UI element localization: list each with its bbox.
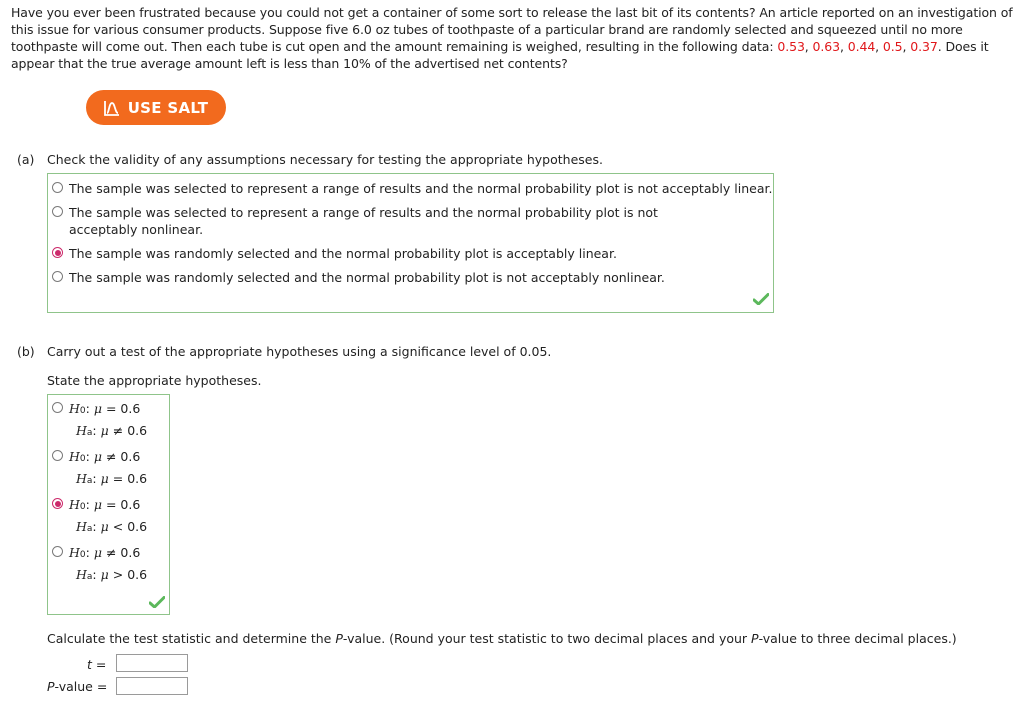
calc-prompt-p: P	[751, 631, 759, 646]
radio-button-selected[interactable]	[52, 498, 63, 509]
calc-prompt	[47, 631, 957, 646]
h0-value: 0.6	[120, 545, 141, 560]
h0-symbol: ≠	[105, 545, 117, 560]
data-value: 0.44	[847, 39, 876, 54]
ha-value: 0.6	[127, 567, 148, 582]
salt-chart-icon	[104, 100, 120, 116]
option-a-2[interactable]	[52, 204, 722, 238]
calc-prompt-text: -value to three decimal places.)	[758, 631, 957, 646]
p-value-input[interactable]	[116, 677, 188, 695]
h0-symbol: =	[105, 497, 117, 512]
hypotheses-box	[47, 394, 170, 615]
data-value: 0.5	[882, 39, 903, 54]
hypothesis-option-4[interactable]: H 0 : μ ≠ 0.6 H a : μ > 0.6	[52, 543, 147, 587]
t-statistic-input[interactable]	[116, 654, 188, 672]
ha-value: 0.6	[127, 519, 148, 534]
hypothesis-option-3[interactable]: H 0 : μ = 0.6 H a : μ < 0.6	[52, 495, 147, 539]
part-a-options-box	[47, 173, 774, 313]
option-a-1[interactable]	[52, 180, 772, 197]
ha-value: 0.6	[127, 471, 148, 486]
radio-button[interactable]	[52, 546, 63, 557]
calc-prompt-text: -value. (Round your test statistic to two decimal places and your	[342, 631, 752, 646]
ha-symbol: >	[112, 567, 124, 582]
p-symbol: P	[47, 679, 55, 694]
ha-value: 0.6	[127, 423, 148, 438]
data-value: 0.37	[910, 39, 938, 54]
part-a-question: Check the validity of any assumptions necessary for testing the appropriate hypotheses.	[47, 152, 603, 167]
p-value-label	[47, 679, 107, 694]
data-value: 0.53	[777, 39, 805, 54]
h0-value: 0.6	[120, 401, 141, 416]
radio-button[interactable]	[52, 402, 63, 413]
h0-value: 0.6	[120, 449, 141, 464]
option-label: The sample was randomly selected and the normal probability plot is not acceptably nonlinear.	[69, 270, 665, 285]
part-b-question: Carry out a test of the appropriate hypotheses using a significance level of 0.05.	[47, 344, 552, 359]
equals-sign: =	[95, 657, 107, 672]
p-label-rest: -value	[54, 679, 93, 694]
use-salt-button[interactable]	[86, 90, 226, 125]
ha-symbol: ≠	[112, 423, 124, 438]
radio-button[interactable]	[52, 182, 63, 193]
option-a-4[interactable]	[52, 269, 665, 286]
problem-text-before: Have you ever been frustrated because you could not get a container of some sort to release the last bit of its contents? An article reported on an investigation of this issue for various consumer products. Suppose five 6.0 oz tubes of toothpaste of a particular brand are randomly selected and squeezed until no more toothpaste will come out. Then each tube is cut open and the amount remaining is weighed, resulting in the following data:	[11, 5, 1013, 54]
use-salt-label: USE SALT	[127, 98, 209, 117]
data-value: 0.63	[812, 39, 840, 54]
problem-text-after: . Does it appear that the true average amount left is less than 10% of the advertised net contents?	[11, 39, 989, 71]
calc-prompt-text: Calculate the test statistic and determine the	[47, 631, 336, 646]
option-label: The sample was selected to represent a range of results and the normal probability plot is not acceptably nonlinear.	[69, 205, 658, 237]
t-symbol: t	[87, 657, 92, 672]
checkmark-icon	[149, 596, 165, 608]
part-a-label: (a)	[17, 152, 35, 167]
state-hypotheses-prompt: State the appropriate hypotheses.	[47, 373, 262, 388]
t-label	[87, 657, 106, 672]
radio-button[interactable]	[52, 206, 63, 217]
equals-sign: =	[96, 679, 108, 694]
hypothesis-option-1[interactable]: H 0 : μ = 0.6 H a : μ ≠ 0.6	[52, 399, 147, 443]
part-b-label: (b)	[17, 344, 35, 359]
h0-value: 0.6	[120, 497, 141, 512]
ha-symbol: <	[112, 519, 124, 534]
h0-symbol: ≠	[105, 449, 117, 464]
option-a-3[interactable]	[52, 245, 617, 262]
checkmark-icon	[753, 293, 769, 305]
option-label: The sample was selected to represent a range of results and the normal probability plot is not acceptably linear.	[69, 181, 773, 196]
ha-symbol: =	[112, 471, 124, 486]
hypothesis-option-2[interactable]: H 0 : μ ≠ 0.6 H a : μ = 0.6	[52, 447, 147, 491]
h0-symbol: =	[105, 401, 117, 416]
radio-button-selected[interactable]	[52, 247, 63, 258]
option-label: The sample was randomly selected and the normal probability plot is acceptably linear.	[69, 246, 617, 261]
problem-statement: Have you ever been frustrated because you could not get a container of some sort to release the last bit of its contents? An article reported on an investigation of this issue for various consumer products. Suppose five 6.0 oz tubes of toothpaste of a particular brand are randomly selected and squeezed until no more toothpaste will come out. Then each tube is cut open and the amount remaining is weighed, resulting in the following data: 0.53, 0.63, 0.44, 0.5, 0.37. Does it appear that the true average amount left is less than 10% of the advertised net contents?	[11, 5, 1013, 71]
radio-button[interactable]	[52, 271, 63, 282]
radio-button[interactable]	[52, 450, 63, 461]
calc-prompt-p: P	[335, 631, 343, 646]
